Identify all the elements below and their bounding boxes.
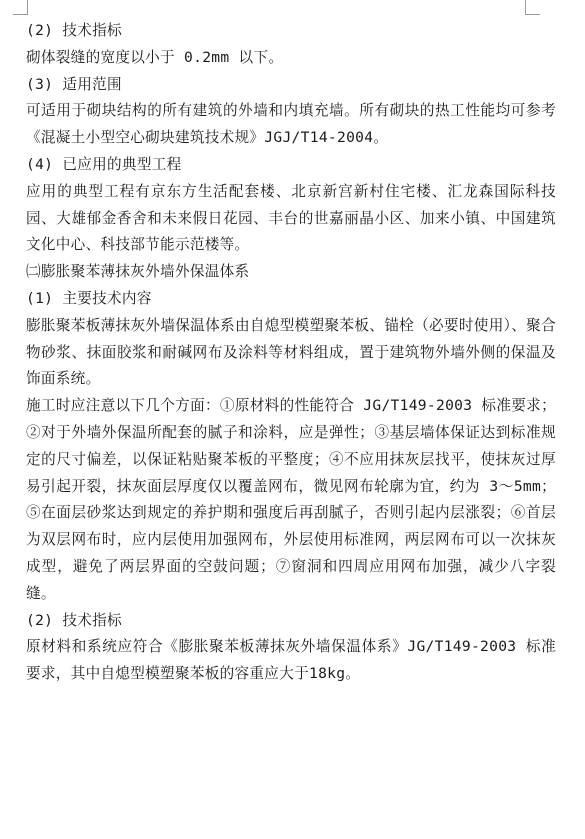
section-heading-typical-projects: (4) 已应用的典型工程 xyxy=(26,155,182,173)
paragraph-crack-width: 砌体裂缝的宽度以小于 0.2mm 以下。 xyxy=(26,48,284,66)
paragraph-system-description: 膨胀聚苯板薄抹灰外墙保温体系由自熄型模塑聚苯板、锚栓（必要时使用）、聚合物砂浆、抹面胶浆和耐碱网布及涂料等材料组成，置于建筑物外墙外侧的保温及饰面系统。 xyxy=(26,316,556,388)
page-corner-mark-right xyxy=(525,0,540,15)
paragraph-scope: 可适用于砌块结构的所有建筑的外墙和内填充墙。所有砌块的热工性能均可参考《混凝土小型空心砌块建筑技术规》JGJ/T14-2004。 xyxy=(26,102,556,147)
section-heading-scope: (3) 适用范围 xyxy=(26,75,122,93)
page-corner-mark-left xyxy=(13,0,28,15)
section-heading-main-content: (1) 主要技术内容 xyxy=(26,289,152,307)
chapter-heading-eps-system: ㈡膨胀聚苯薄抹灰外墙外保温体系 xyxy=(26,263,250,281)
paragraph-typical-projects: 应用的典型工程有京东方生活配套楼、北京新宫新村住宅楼、汇龙森国际科技园、大雄郁金香舍和未来假日花园、丰台的世嘉丽晶小区、加来小镇、中国建筑文化中心、科技部节能示范楼等。 xyxy=(26,182,556,254)
section-heading-technical-indicators: (2) 技术指标 xyxy=(26,22,122,39)
section-heading-technical-indicators-2: (2) 技术指标 xyxy=(26,611,122,629)
paragraph-standard-requirements: 原材料和系统应符合《膨胀聚苯板薄抹灰外墙保温体系》JG/T149-2003 标准要求，其中自熄型模塑聚苯板的容重应大于18kg。 xyxy=(26,638,556,683)
document-body xyxy=(26,18,556,688)
paragraph-construction-notes: 施工时应注意以下几个方面：①原材料的性能符合 JG/T149-2003 标准要求；②对于外墙外保温所配套的腻子和涂料，应是弹性；③基层墙体保证达到标准规定的尺寸偏差，以保证粘贴聚苯板的平整度；④不应用抹灰层找平，使抹灰过厚易引起开裂，抹灰面层厚度仅以覆盖网布，微见网布轮廓为宜，约为 3～5mm；⑤在面层砂浆达到规定的养护期和强度后再刮腻子，否则引起内层涨裂；⑥首层为双层网布时，应内层使用加强网布，外层使用标准网，两层网布可以一次抹灰成型，避免了两层界面的空鼓问题；⑦窗洞和四周应用网布加强，减少八字裂缝。 xyxy=(26,397,556,602)
